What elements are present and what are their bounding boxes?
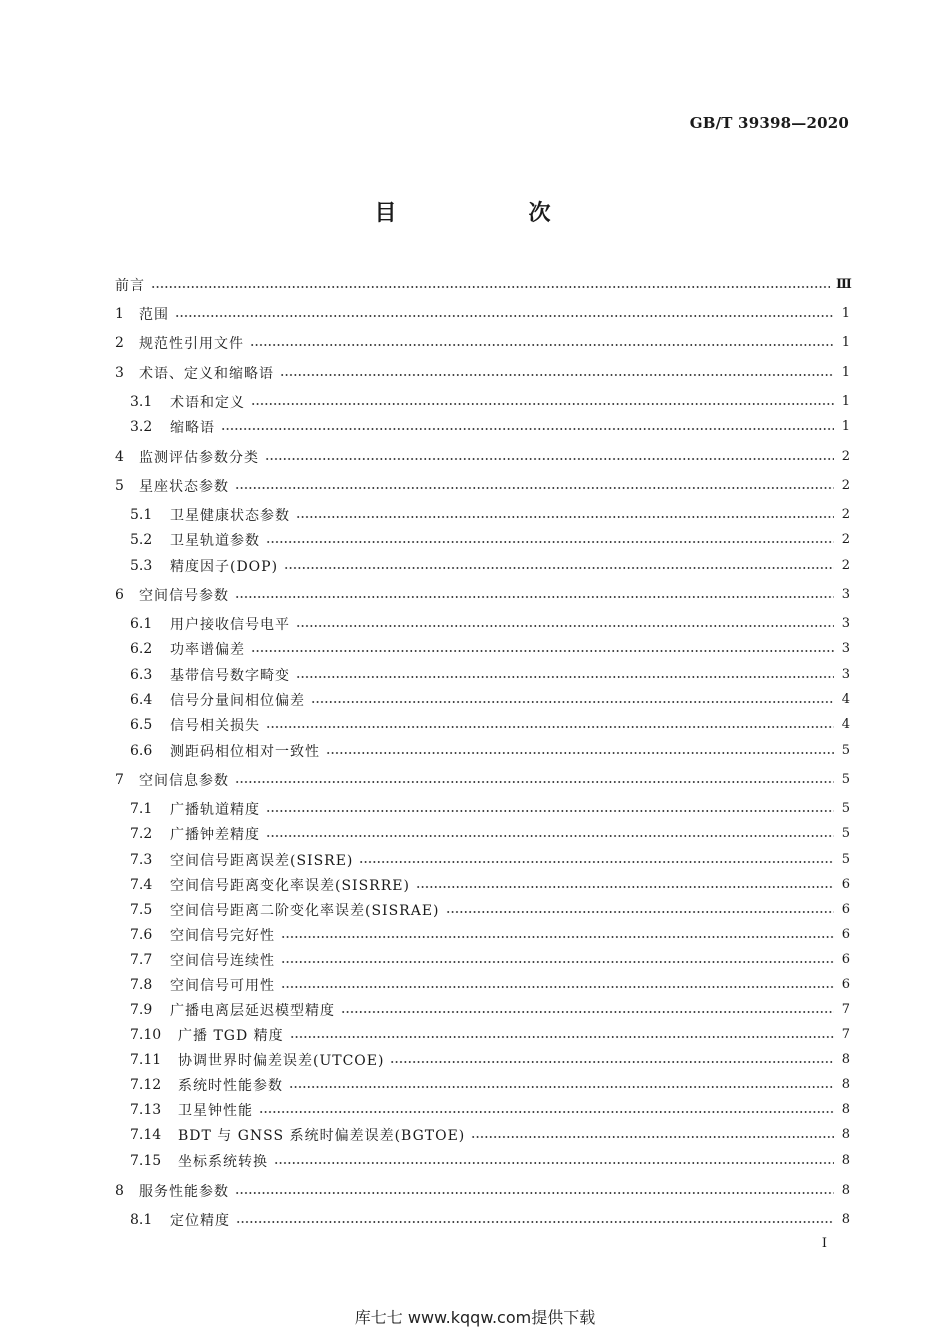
- dot-leader: [390, 1060, 834, 1064]
- toc-entry-number: 3: [115, 364, 124, 381]
- toc-entry-title: 空间信号距离二阶变化率误差(SISRAE): [170, 902, 440, 919]
- dot-leader: [251, 649, 834, 653]
- toc-entry-title: 术语、定义和缩略语: [139, 365, 274, 382]
- toc-entry[interactable]: [130, 1207, 850, 1232]
- toc-entry-page: 3: [841, 587, 850, 602]
- toc-entry[interactable]: [115, 330, 850, 355]
- dot-leader: [284, 566, 834, 570]
- toc-entry-title: 系统时性能参数: [178, 1077, 283, 1094]
- toc-entry-title: 缩略语: [170, 419, 215, 436]
- toc-entry-number: 7.2: [130, 825, 153, 842]
- toc-entry-number: 5.2: [130, 531, 153, 548]
- dot-leader: [416, 885, 834, 889]
- toc-entry-title: 空间信号完好性: [170, 927, 275, 944]
- toc-entry[interactable]: [130, 947, 850, 972]
- toc-entry-number: 7: [115, 771, 124, 788]
- dot-leader: [471, 1135, 834, 1139]
- toc-entry[interactable]: [130, 1148, 850, 1173]
- toc-entry-number: 4: [115, 448, 124, 465]
- toc-entry-page: 4: [841, 692, 850, 707]
- toc-entry-title: 卫星健康状态参数: [170, 507, 290, 524]
- toc-entry-number: 6.2: [130, 640, 153, 657]
- toc-entry-page: 8: [841, 1127, 850, 1142]
- toc-entry-page: 6: [841, 952, 850, 967]
- watermark-text: 库七七 www.kqqw.com提供下载: [354, 1308, 596, 1327]
- dot-leader: [281, 985, 834, 989]
- toc-entry-number: 7.5: [130, 901, 153, 918]
- dot-leader: [235, 780, 834, 784]
- toc-entry[interactable]: [130, 1097, 850, 1122]
- dot-leader: [289, 1085, 834, 1089]
- toc-entry-page: 7: [841, 1002, 850, 1017]
- toc-entry[interactable]: [115, 473, 850, 498]
- toc-entry[interactable]: [130, 847, 850, 872]
- dot-leader: [265, 457, 834, 461]
- toc-entry-title: 规范性引用文件: [139, 335, 244, 352]
- toc-entry-number: 7.3: [130, 851, 153, 868]
- toc-entry-page: 1: [841, 419, 850, 434]
- toc-entry[interactable]: [130, 502, 850, 527]
- toc-entry[interactable]: [115, 444, 850, 469]
- toc-entry[interactable]: [115, 301, 850, 326]
- toc-entry-title: 广播钟差精度: [170, 826, 260, 843]
- toc-entry-title: 定位精度: [170, 1212, 230, 1229]
- toc-entry[interactable]: [130, 1122, 850, 1147]
- toc-entry-title: 空间信息参数: [139, 772, 229, 789]
- dot-leader: [446, 910, 834, 914]
- dot-leader: [281, 960, 834, 964]
- toc-entry-page: 8: [841, 1077, 850, 1092]
- toc-entry[interactable]: [130, 527, 850, 552]
- toc-entry-page: 6: [841, 902, 850, 917]
- toc-entry-title: 广播电离层延迟模型精度: [170, 1002, 335, 1019]
- dot-leader: [251, 402, 834, 406]
- toc-entry-number: 3.1: [130, 393, 153, 410]
- toc-entry-title: 空间信号可用性: [170, 977, 275, 994]
- dot-leader: [290, 1035, 834, 1039]
- toc-entry-page: 4: [841, 717, 850, 732]
- toc-entry-page: 5: [841, 801, 850, 816]
- dot-leader: [266, 809, 834, 813]
- toc-entry-number: 6.6: [130, 742, 153, 759]
- toc-entry[interactable]: [130, 738, 850, 763]
- toc-entry[interactable]: [115, 1178, 850, 1203]
- toc-entry-title: 用户接收信号电平: [170, 616, 290, 633]
- toc-entry[interactable]: [130, 972, 850, 997]
- dot-leader: [221, 427, 834, 431]
- dot-leader: [266, 540, 834, 544]
- toc-entry[interactable]: [130, 1022, 850, 1047]
- toc-entry-number: 8: [115, 1182, 124, 1199]
- dot-leader: [175, 314, 834, 318]
- toc-entry-page: 8: [841, 1153, 850, 1168]
- dot-leader: [311, 700, 834, 704]
- dot-leader: [250, 343, 834, 347]
- footer-page-number: I: [821, 1236, 827, 1251]
- toc-entry-page: 5: [841, 852, 850, 867]
- toc-entry-title: 空间信号距离变化率误差(SISRRE): [170, 877, 410, 894]
- toc-entry[interactable]: [115, 360, 850, 385]
- toc-entry-title: 范围: [139, 306, 169, 323]
- toc-entry-number: 6.5: [130, 716, 153, 733]
- toc-entry-number: 7.1: [130, 800, 153, 817]
- toc-entry-number: 8.1: [130, 1211, 153, 1228]
- toc-entry-number: 6.4: [130, 691, 153, 708]
- toc-entry-number: 7.13: [130, 1101, 162, 1118]
- toc-entry-title: 广播 TGD 精度: [178, 1027, 284, 1044]
- toc-entry[interactable]: [130, 1072, 850, 1097]
- toc-entry-title: 基带信号数字畸变: [170, 667, 290, 684]
- toc-entry-page: 8: [841, 1052, 850, 1067]
- toc-entry[interactable]: [130, 662, 850, 687]
- toc-entry-page: 5: [841, 826, 850, 841]
- toc-entry-number: 6: [115, 586, 124, 603]
- toc-entry-number: 7.15: [130, 1152, 162, 1169]
- toc-entry[interactable]: [130, 611, 850, 636]
- toc-entry-page: Ⅲ: [836, 277, 851, 292]
- toc-entry[interactable]: [130, 897, 850, 922]
- toc-entry-number: 7.11: [130, 1051, 162, 1068]
- toc-entry-title: 星座状态参数: [139, 478, 229, 495]
- dot-leader: [274, 1161, 834, 1165]
- dot-leader: [341, 1010, 834, 1014]
- toc-entry-page: 3: [841, 641, 850, 656]
- standard-code: GB/T 39398—2020: [689, 114, 849, 132]
- toc-entry-title: 测距码相位相对一致性: [170, 743, 320, 760]
- dot-leader: [359, 860, 834, 864]
- toc-entry-page: 2: [841, 532, 850, 547]
- toc-entry-number: 6.3: [130, 666, 153, 683]
- dot-leader: [259, 1110, 834, 1114]
- toc-entry-page: 3: [841, 667, 850, 682]
- dot-leader: [236, 1220, 834, 1224]
- toc-entry-page: 5: [841, 743, 850, 758]
- toc-entry-title: 信号相关损失: [170, 717, 260, 734]
- toc-entry-title: 协调世界时偏差误差(UTCOE): [178, 1052, 385, 1069]
- toc-entry[interactable]: [130, 712, 850, 737]
- page-title: 目 次: [374, 201, 606, 226]
- toc-entry-page: 8: [841, 1183, 850, 1198]
- toc-entry[interactable]: [115, 272, 850, 297]
- toc-entry-number: 5.3: [130, 557, 153, 574]
- toc-entry[interactable]: [115, 767, 850, 792]
- toc-entry-title: 服务性能参数: [139, 1183, 229, 1200]
- toc-entry-number: 7.12: [130, 1076, 162, 1093]
- toc-entry-title: 监测评估参数分类: [139, 449, 259, 466]
- toc-entry-title: 信号分量间相位偏差: [170, 692, 305, 709]
- dot-leader: [235, 595, 834, 599]
- toc-entry-number: 7.6: [130, 926, 153, 943]
- toc-entry-number: 7.4: [130, 876, 153, 893]
- toc-entry-number: 6.1: [130, 615, 153, 632]
- toc-entry-title: 卫星钟性能: [178, 1102, 253, 1119]
- toc-entry-title: 广播轨道精度: [170, 801, 260, 818]
- toc-entry-page: 2: [841, 478, 850, 493]
- toc-entry[interactable]: [130, 389, 850, 414]
- dot-leader: [151, 285, 830, 289]
- toc-entry-title: 前言: [115, 277, 145, 294]
- toc-entry-title: 术语和定义: [170, 394, 245, 411]
- dot-leader: [280, 373, 834, 377]
- toc-entry[interactable]: [115, 582, 850, 607]
- toc-entry-page: 1: [841, 335, 850, 350]
- toc-entry-page: 1: [841, 365, 850, 380]
- toc-entry[interactable]: [130, 553, 850, 578]
- toc-entry-page: 5: [841, 772, 850, 787]
- toc-entry-title: 坐标系统转换: [178, 1153, 268, 1170]
- toc-entry-number: 5.1: [130, 506, 153, 523]
- dot-leader: [266, 725, 834, 729]
- toc-entry[interactable]: [130, 997, 850, 1022]
- toc-entry-page: 3: [841, 616, 850, 631]
- toc-entry-page: 8: [841, 1102, 850, 1117]
- toc-entry-title: 功率谱偏差: [170, 641, 245, 658]
- toc-entry[interactable]: [130, 687, 850, 712]
- toc-entry-number: 2: [115, 334, 124, 351]
- dot-leader: [235, 486, 834, 490]
- toc-entry-number: 7.7: [130, 951, 153, 968]
- toc-entry[interactable]: [130, 872, 850, 897]
- toc-entry[interactable]: [130, 1047, 850, 1072]
- dot-leader: [326, 751, 834, 755]
- dot-leader: [235, 1191, 834, 1195]
- toc-entry-number: 7.8: [130, 976, 153, 993]
- dot-leader: [281, 935, 834, 939]
- toc-entry-number: 5: [115, 477, 124, 494]
- toc-entry-page: 2: [841, 507, 850, 522]
- dot-leader: [296, 515, 834, 519]
- toc-entry-title: 空间信号连续性: [170, 952, 275, 969]
- toc-entry-title: 卫星轨道参数: [170, 532, 260, 549]
- dot-leader: [296, 675, 834, 679]
- dot-leader: [266, 834, 834, 838]
- toc-entry-title: BDT 与 GNSS 系统时偏差误差(BGTOE): [178, 1127, 466, 1144]
- toc-entry[interactable]: [130, 636, 850, 661]
- toc-entry[interactable]: [130, 821, 850, 846]
- toc-entry[interactable]: [130, 922, 850, 947]
- toc-entry-page: 2: [841, 449, 850, 464]
- dot-leader: [296, 624, 834, 628]
- toc-entry-number: 7.9: [130, 1001, 153, 1018]
- toc-entry-page: 7: [841, 1027, 850, 1042]
- toc-entry-number: 3.2: [130, 418, 153, 435]
- toc-entry-number: 7.10: [130, 1026, 162, 1043]
- toc-entry-page: 2: [841, 558, 850, 573]
- toc-entry-page: 8: [841, 1212, 850, 1227]
- toc-entry-title: 空间信号距离误差(SISRE): [170, 852, 354, 869]
- toc-entry[interactable]: [130, 796, 850, 821]
- toc-entry-page: 1: [841, 306, 850, 321]
- toc-entry-page: 6: [841, 877, 850, 892]
- toc-entry-page: 1: [841, 394, 850, 409]
- toc-entry-title: 精度因子(DOP): [170, 558, 279, 575]
- toc-entry-number: 7.14: [130, 1126, 162, 1143]
- toc-entry-page: 6: [841, 977, 850, 992]
- toc-entry-number: 1: [115, 305, 124, 322]
- toc-entry-title: 空间信号参数: [139, 587, 229, 604]
- toc-entry-page: 6: [841, 927, 850, 942]
- toc-entry[interactable]: [130, 414, 850, 439]
